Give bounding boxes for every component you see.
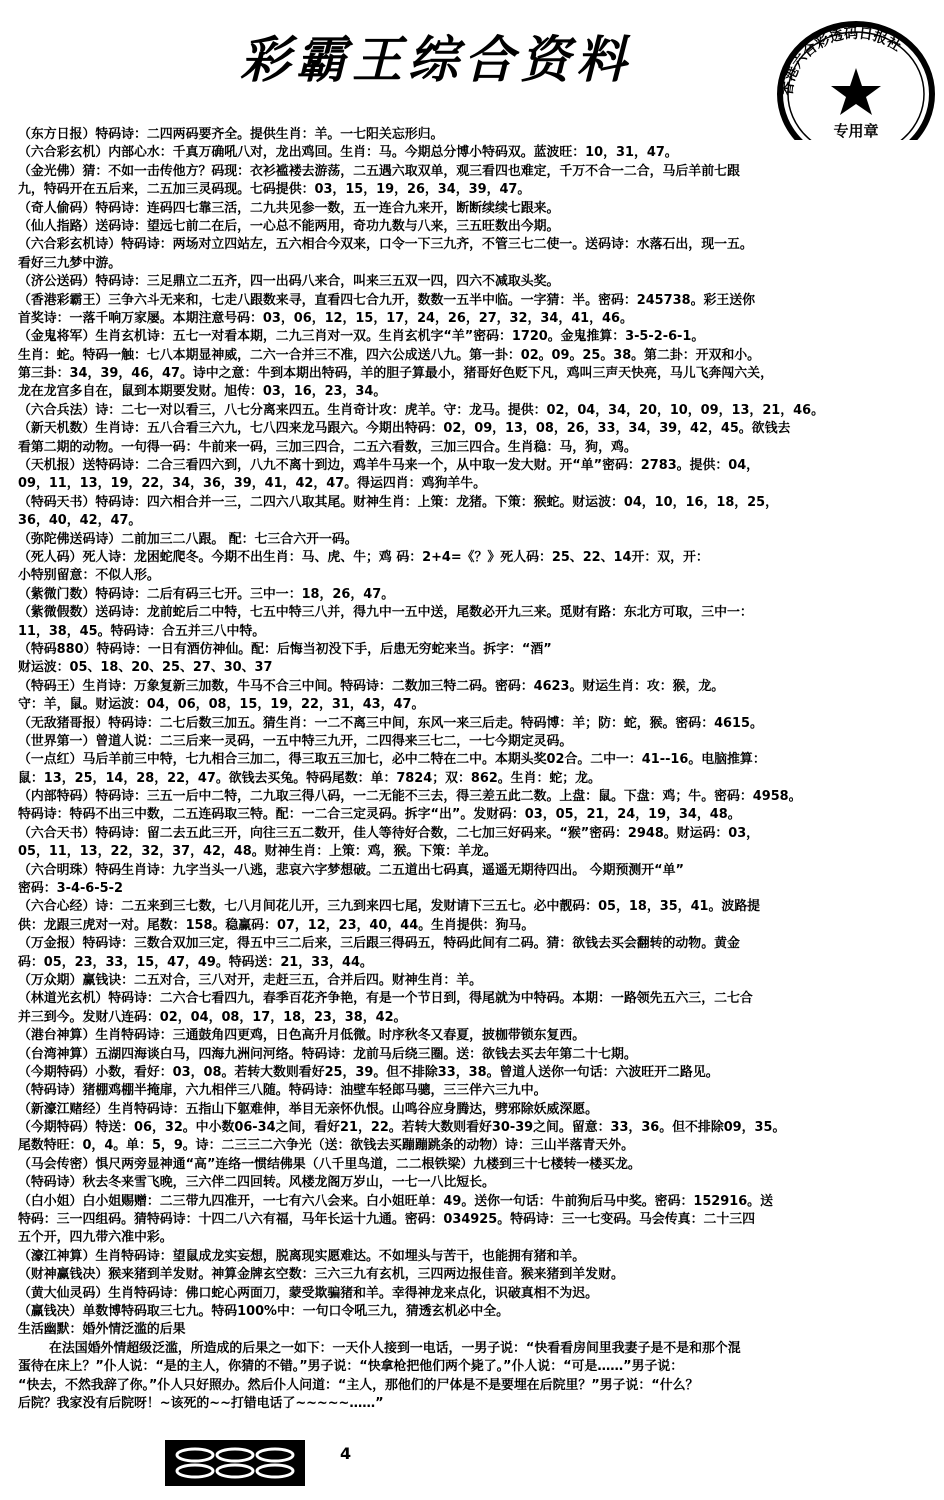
- tip-line: （天机报）送特码诗：二合三看四六到，八九不离十到边，鸡羊牛马来一个，从中取一发大财。开“单”密码：2783。提供：04，: [18, 458, 760, 474]
- seal-top-text: 香港六合彩透码日报社: [779, 25, 904, 97]
- tip-line: （紫微假数）送码诗：龙前蛇后二中特，七五中特三八并，得九中一五中送，尾数必开九三来。觅财有路：东北方可取，三中一：: [18, 605, 753, 621]
- tip-line: 05，11，13，22，32，37，42，48。财神生肖：上策：鸡，猴。下策：羊龙。: [18, 844, 497, 860]
- tip-line: 密码：3-4-6-5-2: [18, 881, 123, 897]
- star-icon: [831, 68, 881, 115]
- tip-line: （济公送码）特码诗：三足鼎立二五齐，四一出码八来合，叫来三五双一四，四六不减取头奖。: [18, 274, 560, 290]
- tip-line: 小特别留意：不似人形。: [18, 568, 160, 584]
- tip-line: （今期特码）小数，看好：03，08。若转大数则看好25，39。但不排除33，38。曾道人送你一句话：六波旺开二路见。: [18, 1064, 719, 1080]
- tip-line: （内部特码）特码诗：三五一后中二特，二九取三得八码，一二无能不三去，得三差五此二数。上盘：鼠。下盘：鸡；牛。密码：4958。: [18, 789, 802, 805]
- tip-line: 看好三九梦中游。: [18, 255, 122, 271]
- humor-story: [18, 1321, 936, 1413]
- tip-line: （仙人指路）送码诗：望远七前二在后，一心总不能两用，奇功九数与八来，三五旺数出今期。: [18, 218, 560, 234]
- tip-line: 财运波：05、18、20、25、27、30、37: [18, 660, 273, 676]
- tip-line: （特码王）生肖诗：万象复新三加数，牛马不合三中间。特码诗：二数加三特二码。密码：4623。财运生肖：攻：猴，龙。: [18, 678, 725, 694]
- tip-line: （世界第一）曾道人说：二三后来一灵码，一五中特三九开，二四得来三七二，一七今期定灵码。: [18, 733, 573, 749]
- tip-line: 看第二期的动物。一句得一码：牛前来一码，三加三四合，二五六看数，三加三四合。生肖稳：马，狗，鸡。: [18, 439, 637, 455]
- svg-text:香港六合彩透码日报社: [779, 26, 905, 97]
- footer-logo: [165, 1440, 305, 1486]
- story-body: [18, 1340, 936, 1414]
- tip-line: （财神赢钱决）猴来猪到羊发财。神算金牌玄空数：三六三九有玄机，三四两边报佳音。猴来猪到羊发财。: [18, 1267, 624, 1283]
- tip-line: （无敌猪哥报）特码诗：二七后数三加五。猜生肖：一二不离三中间，东风一来三后走。特码博：羊；防：蛇，猴。密码：4615。: [18, 715, 763, 731]
- tip-line: （万众期）赢钱诀：二五对合，三八对开，走赶三五，合并后四。财神生肖：羊。: [18, 972, 483, 988]
- tip-line: （赢钱决）单数博特码取三七九。特码100%中：一句口令吼三九，猜透玄机必中全。: [18, 1304, 509, 1319]
- tip-line: （金光佛）猜：不如一击传他方？码现：衣衫褴褛去游荡，二五遇六取双单，观三看四也难定，千万不合一二合，马后羊前七跟: [18, 163, 740, 179]
- tip-line: 特码诗：特码不出三中数，二五连码取三特。配：一二合三定灵码。拆字“出”。发财码：03，05，21，24，19，34，48。: [18, 807, 741, 823]
- tip-line: （万金报）特码诗：三数合双加三定，得五中三二后来，三后跟三得码五，特码此间有二码。猜：欲钱去买会翻转的动物。黄金: [18, 936, 740, 952]
- tip-line: （六合彩玄机诗）特码诗：两场对立四站左，五六相合今双来，口令一下三九齐，不管三七二使一。送码诗：水落石出，现一五。: [18, 237, 753, 253]
- official-seal-stamp: [770, 20, 940, 140]
- tip-line: 09，11，13，19，22，34，36，39，41，42，47。得运四肖：鸡狗羊牛。: [18, 476, 487, 492]
- tip-line: （新天机数）生肖诗：五八合看三六九，七八四来龙马跟六。今期出特码：02，09，13，08，26，33，34，39，42，45。欲钱去: [18, 421, 791, 437]
- tips-list: [18, 126, 936, 1321]
- tip-line: （六合天书）特码诗：留二去五此三开，向往三五二数开，佳人等待好合数，二七加三好码来。“猴”密码：2948。财运码：03，: [18, 825, 760, 841]
- story-line: 后院？我家没有后院呀！~该死的~~打错电话了~~~~~……”: [18, 1395, 384, 1411]
- tip-line: （今期特码）特送：06，32。中小数06-34之间，看好21，22。若转大数则看好30-39之间。留意：33，36。但不排除09，35。: [18, 1120, 786, 1136]
- tip-line: （六合兵法）诗：二七一对以看三，八七分离来四五。生肖奇计攻：虎羊。守：龙马。提供：02，04，34，20，10，09，13，21，46。: [18, 402, 824, 418]
- tip-line: （六合彩玄机）内部心水：千真万确吼八对，龙出鸡回。生肖：马。今期总分博小特码双。蓝波旺：10，31，47。: [18, 145, 678, 161]
- story-heading: 生活幽默：婚外情泛滥的后果: [18, 1322, 186, 1338]
- tip-line: （东方日报）特码诗：二四两码要齐全。提供生肖：羊。一七阳关忘形归。: [18, 127, 444, 142]
- tip-line: （一点红）马后羊前三中特，七九相合三加二，得三取五三加七，必中二特在二中。本期头奖02合。二中一：41--16。电脑推算：: [18, 752, 766, 768]
- tip-line: （黄大仙灵码）生肖特码诗：佛口蛇心两面刀，蒙受欺骗猪和羊。幸得神龙来点化，识破真相不为迟。: [18, 1285, 599, 1301]
- tip-line: （马会传密）惧尺两旁显神通“高”连络一惯结佛果（八千里鸟道，二二根铁梁）九楼到三十七楼转一楼买龙。: [18, 1156, 641, 1172]
- tip-line: 生肖：蛇。特码一触：七八本期显神威，二六一合并三不准，四六公成送八九。第一卦：02。09。25。38。第二卦：开双和小。: [18, 347, 761, 363]
- tip-line: （特码天书）特码诗：四六相合并一三，二四六八取其尾。财神生肖：上策：龙猪。下策：猴蛇。财运波：04，10，16，18，25，: [18, 494, 779, 510]
- tip-line: （金鬼将军）生肖玄机诗：五七一对看本期，二九三肖对一双。生肖玄机字“羊”密码：1720。金鬼推算：3-5-2-6-1。: [18, 329, 705, 345]
- tip-line: （六合明珠）特码生肖诗：九字当头一八逃，悲哀六字梦想破。二五道出七码真，遥遥无期待四出。 今期预测开“单”: [18, 862, 684, 878]
- tip-line: （香港彩霸王）三争六斗无来和，七走八跟数来寻，直看四七合九开，数数一五半中临。一字猜：半。密码：245738。彩王送你: [18, 292, 756, 308]
- tip-line: （白小姐）白小姐赐赠：二三带九四准开，一七有六八会来。白小姐旺单：49。送你一句话：牛前狗后马中奖。密码：152916。送: [18, 1193, 773, 1209]
- tip-line: （特码880）特码诗：一日有酒仿神仙。配：后悔当初没下手，后患无穷蛇来当。拆字：“酒”: [18, 641, 552, 657]
- tip-line: （濠江神算）生肖特码诗：望鼠成龙实妄想，脱离现实愿难达。不如埋头与苦干，也能拥有猪和羊。: [18, 1248, 586, 1264]
- tip-line: 第三卦：34，39，46，47。诗中之意：牛到本期出特码，羊的胆子算最小，猪哥好色贬下凡，鸡叫三声天快亮，马儿飞奔闯六关，: [18, 366, 773, 382]
- tip-line: （林道光玄机）特码诗：二六合七看四九，春季百花齐争艳，有是一个节日到，得尾就为中特码。本期：一路领先五六三，二七合: [18, 991, 753, 1007]
- tip-line: （特码诗）猪棚鸡棚半掩扉，六九相伴三八随。特码诗：油壁车轻郎马骢，三三伴六三九中。: [18, 1083, 547, 1099]
- tip-line: （死人码）死人诗：龙困蛇爬冬。今期不出生肖：马、虎、牛；鸡 码：2+4=《？》死人码：25、22、14开：双，开：: [18, 549, 709, 565]
- tip-line: 龙在龙宫多自在，鼠到本期要发财。旭传：03，16，23，34。: [18, 384, 387, 400]
- tip-line: 36，40，42，47。: [18, 513, 142, 529]
- story-line: “快去，不然我辞了你。”仆人只好照办。然后仆人问道：“主人，那他们的尸体是不是要埋在后院里？”男子说：“什么？: [18, 1377, 699, 1393]
- story-line: 蛋待在床上？”仆人说：“是的主人，你猜的不错。”男子说：“快拿枪把他们两个毙了。”仆人说：“可是……”男子说：: [18, 1359, 684, 1375]
- tip-line: 特码：三一四组码。猜特码诗：十四二八六有福，马年长运十九通。密码：034925。特码诗：三一七变码。马会传真：二十三四: [18, 1212, 756, 1228]
- tip-line: （紫微门数）特码诗：二后有码三七开。三中一：18，26，47。: [18, 586, 395, 602]
- tip-line: 首奖诗：一落千响万家屡。本期注意号码：03，06，12，15，17，24，26，27，32，34，41，46。: [18, 310, 633, 326]
- tip-line: 守：羊，鼠。财运波：04，06，08，15，19，22，31，43，47。: [18, 697, 425, 713]
- tip-line: 并三到今。发财八连码：02，04，08，17，18，23，38，42。: [18, 1009, 407, 1025]
- tip-line: 尾数特旺：0，4。单：5，9。诗：二三三二六争光（送：欲钱去买蹦蹦跳条的动物）诗：三山半落青天外。: [18, 1138, 634, 1154]
- tip-line: 供：龙跟三虎对一对。尾数：158。稳赢码：07，12，23，40，44。生肖提供：狗马。: [18, 917, 535, 933]
- seal-bottom-text: 专用章: [833, 122, 879, 140]
- tip-line: （弥陀佛送码诗）二前加三二八跟。 配：七三合六开一码。: [18, 531, 358, 547]
- tip-line: 鼠：13，25，14，28，22，47。欲钱去买兔。特码尾数：单：7824；双：862。生肖：蛇；龙。: [18, 770, 601, 786]
- tip-line: （新濠江赌经）生肖特码诗：五指山下躯难伸，举目无亲怀仇恨。山鸣谷应身腾达，劈邪除妖威深愿。: [18, 1101, 599, 1117]
- tip-line: （特码诗）秋去冬来雪飞晚，三六伴二四回转。风楼龙阁万岁山，一七一八比短长。: [18, 1175, 495, 1191]
- tip-line: 11，38，45。特码诗：合五并三八中特。: [18, 623, 266, 639]
- tip-line: （台湾神算）五湖四海谈白马，四海九洲问河络。特码诗：龙前马后绕三圈。送：欲钱去买去年第二十七期。: [18, 1046, 637, 1062]
- tip-line: （港台神算）生肖特码诗：三通鼓角四更鸡，日色高升月低微。时序秋冬又春夏，披枷带锁东复西。: [18, 1028, 586, 1044]
- page-title: 彩霸王综合资料: [240, 30, 632, 89]
- story-line: 在法国婚外情超级泛滥，所造成的后果之一如下：一天仆人接到一电话，一男子说：“快看看房间里我妻子是不是和那个混: [48, 1340, 741, 1356]
- footer-mark: 4: [340, 1444, 352, 1463]
- tip-line: 码：05，23，33，15，47，49。特码送：21，33，44。: [18, 954, 373, 970]
- tips-content: [18, 126, 936, 1413]
- tip-line: 五个开，四九带六准中彩。: [18, 1230, 173, 1246]
- tip-line: （奇人偷码）特码诗：连码四七靠三活，二九共见参一数，五一连合九来开，断断续续七跟来。: [18, 200, 560, 216]
- tip-line: （六合心经）诗：二五来到三七数，七八月间花儿开，三九到来四七尾，发财请下三五七。必中靓码：05，18，35，41。波路提: [18, 899, 761, 915]
- tip-line: 九，特码开在五后来，二五加三灵码现。七码提供：03，15，19，26，34，39，47。: [18, 182, 531, 198]
